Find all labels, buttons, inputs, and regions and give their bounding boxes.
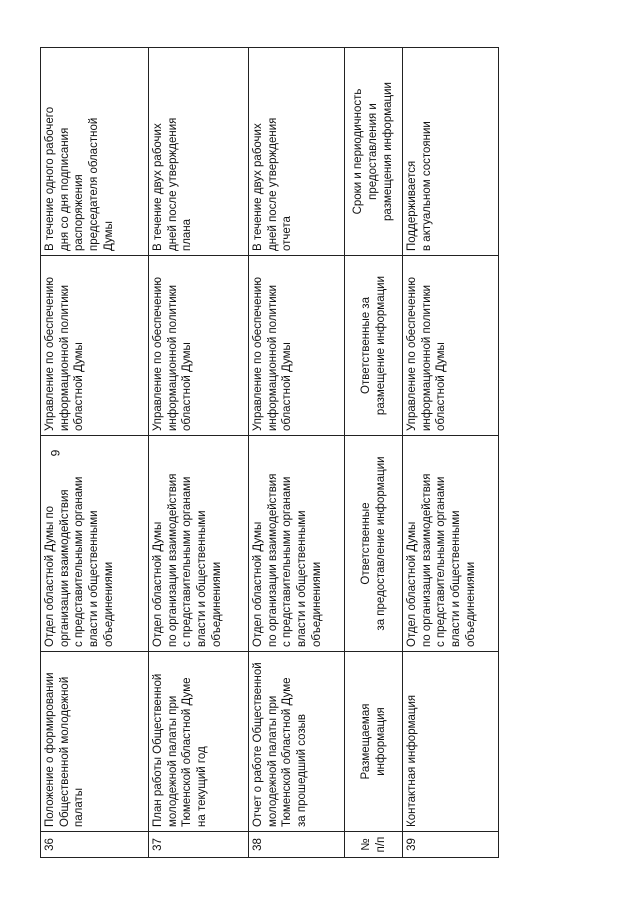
row-number: 37 bbox=[149, 831, 249, 857]
info-table bbox=[40, 47, 499, 858]
row-number: 39 bbox=[403, 831, 499, 857]
deadline-cell: Поддерживается в актуальном состоянии bbox=[403, 47, 499, 255]
table-row bbox=[41, 47, 149, 857]
publisher-cell: Управление по обеспечению информационной политики областной Думы bbox=[149, 255, 249, 435]
info-cell: Контактная информация bbox=[403, 651, 499, 831]
header-deadline: Сроки и периодичность предоставления и размещения информации bbox=[345, 47, 403, 255]
row-number: 36 bbox=[41, 831, 149, 857]
provider-cell: Отдел областной Думы по организации взаимодействия с представительными органами власти и общественными объединениями bbox=[403, 435, 499, 651]
rotated-table-container bbox=[40, 48, 600, 858]
provider-cell: Отдел областной Думы по организации взаимодействия с представительными органами власти и общественными объединениями bbox=[149, 435, 249, 651]
table-row bbox=[149, 47, 249, 857]
table-header-row bbox=[345, 47, 403, 857]
provider-cell: Отдел областной Думы по организации взаимодействия с представительными органами власти и общественными объединениями bbox=[249, 435, 345, 651]
header-provider: Ответственные за предоставление информации bbox=[345, 435, 403, 651]
header-number: № п/п bbox=[345, 831, 403, 857]
info-cell: Отчет о работе Общественной молодежной палаты при Тюменской областной Думе за прошедший созыв bbox=[249, 651, 345, 831]
publisher-cell: Управление по обеспечению информационной политики областной Думы bbox=[41, 255, 149, 435]
table-row bbox=[403, 47, 499, 857]
provider-cell: Отдел областной Думы по организации взаимодействия с представительными органами власти и общественными объединениями bbox=[41, 435, 149, 651]
page-number: 9 bbox=[48, 449, 63, 457]
info-cell: План работы Общественной молодежной палаты при Тюменской областной Думе на текущий год bbox=[149, 651, 249, 831]
publisher-cell: Управление по обеспечению информационной политики областной Думы bbox=[403, 255, 499, 435]
header-info: Размещаемая информация bbox=[345, 651, 403, 831]
row-number: 38 bbox=[249, 831, 345, 857]
header-publisher: Ответственные за размещение информации bbox=[345, 255, 403, 435]
deadline-cell: В течение двух рабочих дней после утверждения отчета bbox=[249, 47, 345, 255]
publisher-cell: Управление по обеспечению информационной политики областной Думы bbox=[249, 255, 345, 435]
table-row bbox=[249, 47, 345, 857]
deadline-cell: В течение двух рабочих дней после утверждения плана bbox=[149, 47, 249, 255]
deadline-cell: В течение одного рабочего дня со дня подписания распоряжения председателя областной Думы bbox=[41, 47, 149, 255]
info-cell: Положение о формировании Общественной молодежной палаты bbox=[41, 651, 149, 831]
